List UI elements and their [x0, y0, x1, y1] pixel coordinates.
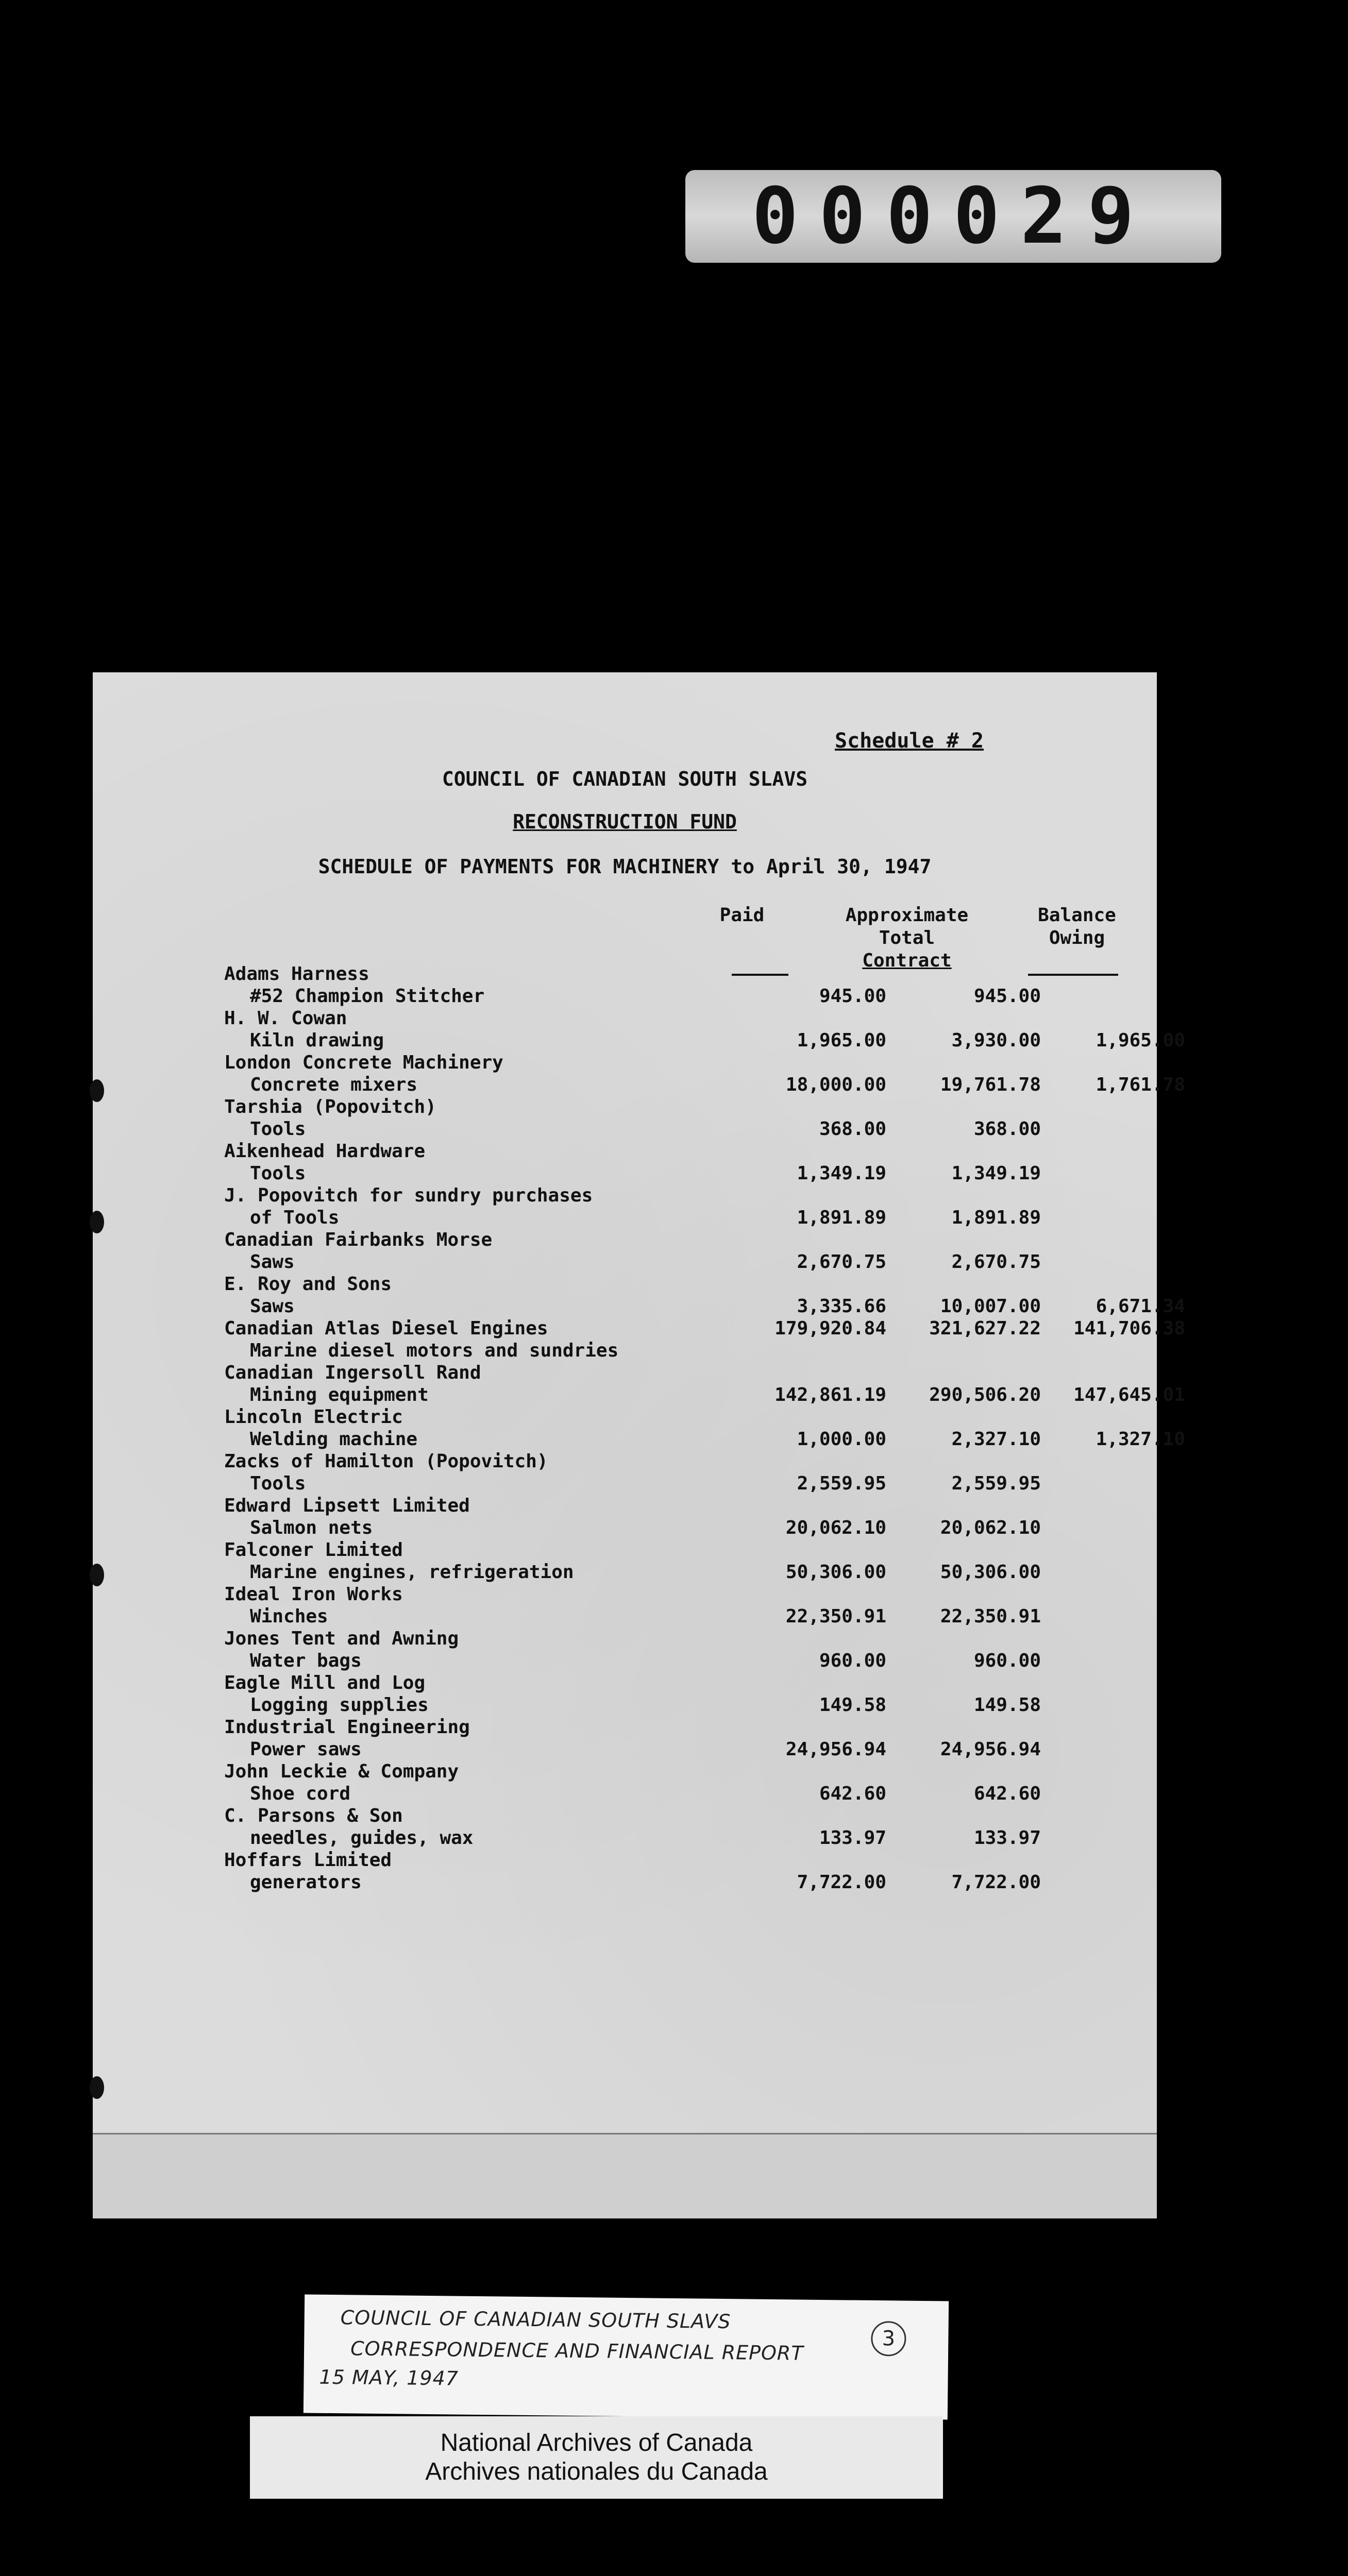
table-row: [224, 1340, 1157, 1362]
amount-paid: 24,956.94: [785, 1739, 886, 1760]
item-description: Logging supplies: [250, 1694, 429, 1716]
item-description: Saws: [250, 1251, 295, 1273]
amount-contract: 10,007.00: [940, 1296, 1041, 1317]
amount-contract: 20,062.10: [940, 1517, 1041, 1538]
item-description: Saws: [250, 1296, 295, 1317]
table-row: [224, 1406, 1157, 1428]
table-row: [224, 1717, 1157, 1738]
item-description: Marine diesel motors and sundries: [250, 1340, 619, 1361]
organization-title: COUNCIL OF CANADIAN SOUTH SLAVS: [442, 768, 808, 790]
amount-contract: 1,891.89: [951, 1207, 1041, 1228]
table-row: [224, 1672, 1157, 1694]
amount-paid: 3,335.66: [797, 1296, 886, 1317]
vendor-name: H. W. Cowan: [224, 1008, 347, 1029]
amount-paid: 2,670.75: [797, 1251, 886, 1273]
vendor-name: Ideal Iron Works: [224, 1584, 403, 1605]
vendor-name: C. Parsons & Son: [224, 1805, 403, 1826]
item-description: Salmon nets: [250, 1517, 373, 1538]
vendor-name: Jones Tent and Awning: [224, 1628, 459, 1649]
amount-balance: 1,965.00: [1096, 1030, 1185, 1051]
table-row: [224, 1296, 1185, 1317]
amount-paid: 7,722.00: [797, 1872, 886, 1893]
label-line3: 15 MAY, 1947: [319, 2365, 459, 2390]
vendor-name: Adams Harness: [224, 963, 369, 985]
vendor-name: Falconer Limited: [224, 1539, 403, 1561]
vendor-name: Tarshia (Popovitch): [224, 1096, 436, 1117]
item-description: Tools: [250, 1118, 306, 1140]
vendor-name: Canadian Fairbanks Morse: [224, 1229, 493, 1250]
vendor-name: London Concrete Machinery: [224, 1052, 503, 1073]
item-description: Shoe cord: [250, 1783, 351, 1804]
table-row: [224, 1517, 1157, 1539]
contract-header-line1: Approximate: [845, 905, 969, 926]
amount-contract: 2,670.75: [951, 1251, 1041, 1273]
table-row: [224, 1096, 1157, 1118]
label-line2: CORRESPONDENCE AND FINANCIAL REPORT: [350, 2337, 804, 2365]
item-description: Tools: [250, 1473, 306, 1494]
table-row: [224, 1495, 1157, 1517]
archives-french: Archives nationales du Canada: [425, 2458, 768, 2485]
contract-header-line2: Total: [879, 927, 935, 948]
archive-label-card: [304, 2294, 949, 2419]
amount-paid: 22,350.91: [785, 1606, 886, 1627]
balance-header-line2: Owing: [1049, 927, 1105, 948]
amount-paid: 149.58: [819, 1694, 886, 1716]
amount-contract: 945.00: [973, 986, 1041, 1007]
amount-paid: 2,559.95: [797, 1473, 886, 1494]
amount-contract: 24,956.94: [940, 1739, 1041, 1760]
amount-paid: 20,062.10: [785, 1517, 886, 1538]
archives-english: National Archives of Canada: [440, 2429, 753, 2456]
schedule-number: Schedule # 2: [835, 729, 984, 753]
table-row: [224, 1362, 1157, 1384]
item-description: Concrete mixers: [250, 1074, 418, 1095]
item-description: Tools: [250, 1163, 306, 1184]
table-row: [224, 1185, 1157, 1207]
amount-paid: 1,349.19: [797, 1163, 886, 1184]
item-description: of Tools: [250, 1207, 340, 1228]
amount-contract: 290,506.20: [929, 1384, 1041, 1405]
schedule-subtitle: SCHEDULE OF PAYMENTS FOR MACHINERY to April 30, 1947: [318, 855, 932, 878]
item-description: Water bags: [250, 1650, 362, 1671]
schedule-page: [93, 672, 1185, 2217]
amount-contract: 22,350.91: [940, 1606, 1041, 1627]
table-row: [224, 1384, 1185, 1406]
amount-contract: 1,349.19: [951, 1163, 1041, 1184]
table-row: [224, 1207, 1157, 1229]
amount-paid: 50,306.00: [785, 1562, 886, 1583]
vendor-name: John Leckie & Company: [224, 1761, 459, 1782]
table-row: [224, 1008, 1157, 1029]
amount-balance: 1,761.78: [1096, 1074, 1185, 1095]
table-row: [224, 963, 1157, 985]
table-row: [224, 1229, 1157, 1251]
amount-contract: 149.58: [973, 1694, 1041, 1716]
item-description: Marine engines, refrigeration: [250, 1562, 574, 1583]
page-bottom-band: [93, 2133, 1157, 2218]
amount-balance: 1,327.10: [1096, 1429, 1185, 1450]
frame-number: 000029: [685, 170, 1221, 263]
vendor-name: Zacks of Hamilton (Popovitch): [224, 1451, 548, 1472]
amount-contract: 2,327.10: [951, 1429, 1041, 1450]
amount-balance: 147,645.01: [1073, 1384, 1185, 1405]
table-row: [224, 1694, 1157, 1716]
amount-contract: 321,627.22: [929, 1318, 1041, 1339]
vendor-name: Lincoln Electric: [224, 1406, 403, 1428]
balance-header-line1: Balance: [1038, 905, 1116, 926]
amount-contract: 960.00: [973, 1650, 1041, 1671]
vendor-name: Canadian Atlas Diesel Engines: [224, 1318, 548, 1339]
table-row: [224, 1274, 1157, 1295]
punch-hole: [90, 1079, 104, 1102]
table-row: [224, 1074, 1185, 1096]
item-description: Welding machine: [250, 1429, 418, 1450]
amount-paid: 18,000.00: [785, 1074, 886, 1095]
table-row: [224, 1761, 1157, 1783]
table-row: [224, 1429, 1185, 1450]
amount-paid: 133.97: [819, 1827, 886, 1849]
item-description: Kiln drawing: [250, 1030, 384, 1051]
amount-contract: 3,930.00: [951, 1030, 1041, 1051]
vendor-name: Aikenhead Hardware: [224, 1141, 426, 1162]
table-row: [224, 1318, 1185, 1340]
amount-paid: 368.00: [819, 1118, 886, 1140]
amount-paid: 1,891.89: [797, 1207, 886, 1228]
amount-paid: 1,965.00: [797, 1030, 886, 1051]
table-row: [224, 1141, 1157, 1162]
punch-hole: [90, 1211, 104, 1233]
amount-contract: 368.00: [973, 1118, 1041, 1140]
table-row: [224, 1030, 1185, 1052]
amount-contract: 642.60: [973, 1783, 1041, 1804]
amount-contract: 133.97: [973, 1827, 1041, 1849]
amount-paid: 945.00: [819, 986, 886, 1007]
table-row: [224, 1650, 1157, 1672]
vendor-name: Edward Lipsett Limited: [224, 1495, 470, 1516]
table-row: [224, 1163, 1157, 1184]
item-description: needles, guides, wax: [250, 1827, 474, 1849]
table-row: [224, 1739, 1157, 1760]
table-row: [224, 1451, 1157, 1472]
table-row: [224, 1850, 1157, 1871]
amount-contract: 50,306.00: [940, 1562, 1041, 1583]
amount-paid: 960.00: [819, 1650, 886, 1671]
item-description: Winches: [250, 1606, 328, 1627]
item-description: Power saws: [250, 1739, 362, 1760]
table-row: [224, 1052, 1157, 1074]
table-row: [224, 986, 1157, 1007]
contract-header-line3: Contract: [862, 950, 952, 971]
amount-contract: 19,761.78: [940, 1074, 1041, 1095]
punch-hole: [90, 2076, 104, 2099]
label-number: 3: [871, 2321, 906, 2357]
fund-title: RECONSTRUCTION FUND: [513, 810, 737, 833]
amount-balance: 6,671.34: [1096, 1296, 1185, 1317]
vendor-name: Hoffars Limited: [224, 1850, 392, 1871]
archives-footer: [250, 2416, 943, 2499]
item-description: generators: [250, 1872, 362, 1893]
table-row: [224, 1872, 1157, 1893]
contract-column-header: [830, 904, 984, 972]
item-description: Mining equipment: [250, 1384, 429, 1405]
vendor-name: Canadian Ingersoll Rand: [224, 1362, 481, 1383]
table-row: [224, 1628, 1157, 1650]
amount-paid: 142,861.19: [774, 1384, 886, 1405]
vendor-name: E. Roy and Sons: [224, 1274, 392, 1295]
vendor-name: J. Popovitch for sundry purchases: [224, 1185, 593, 1206]
table-row: [224, 1473, 1157, 1495]
table-row: [224, 1562, 1157, 1583]
table-row: [224, 1783, 1157, 1805]
balance-column-header: [1020, 904, 1134, 950]
table-row: [224, 1118, 1157, 1140]
amount-balance: 141,706.38: [1073, 1318, 1185, 1339]
amount-paid: 1,000.00: [797, 1429, 886, 1450]
punch-hole: [90, 1564, 104, 1586]
label-line1: COUNCIL OF CANADIAN SOUTH SLAVS: [340, 2306, 731, 2333]
vendor-name: Eagle Mill and Log: [224, 1672, 426, 1693]
table-row: [224, 1539, 1157, 1561]
table-row: [224, 1827, 1157, 1849]
amount-contract: 2,559.95: [951, 1473, 1041, 1494]
item-description: #52 Champion Stitcher: [250, 986, 485, 1007]
table-row: [224, 1584, 1157, 1605]
paid-column-header: [690, 904, 794, 927]
table-row: [224, 1606, 1157, 1628]
table-row: [224, 1805, 1157, 1827]
amount-contract: 7,722.00: [951, 1872, 1041, 1893]
vendor-name: Industrial Engineering: [224, 1717, 470, 1738]
amount-paid: 642.60: [819, 1783, 886, 1804]
amount-paid: 179,920.84: [774, 1318, 886, 1339]
paid-header-label: Paid: [719, 905, 765, 926]
table-row: [224, 1251, 1157, 1273]
